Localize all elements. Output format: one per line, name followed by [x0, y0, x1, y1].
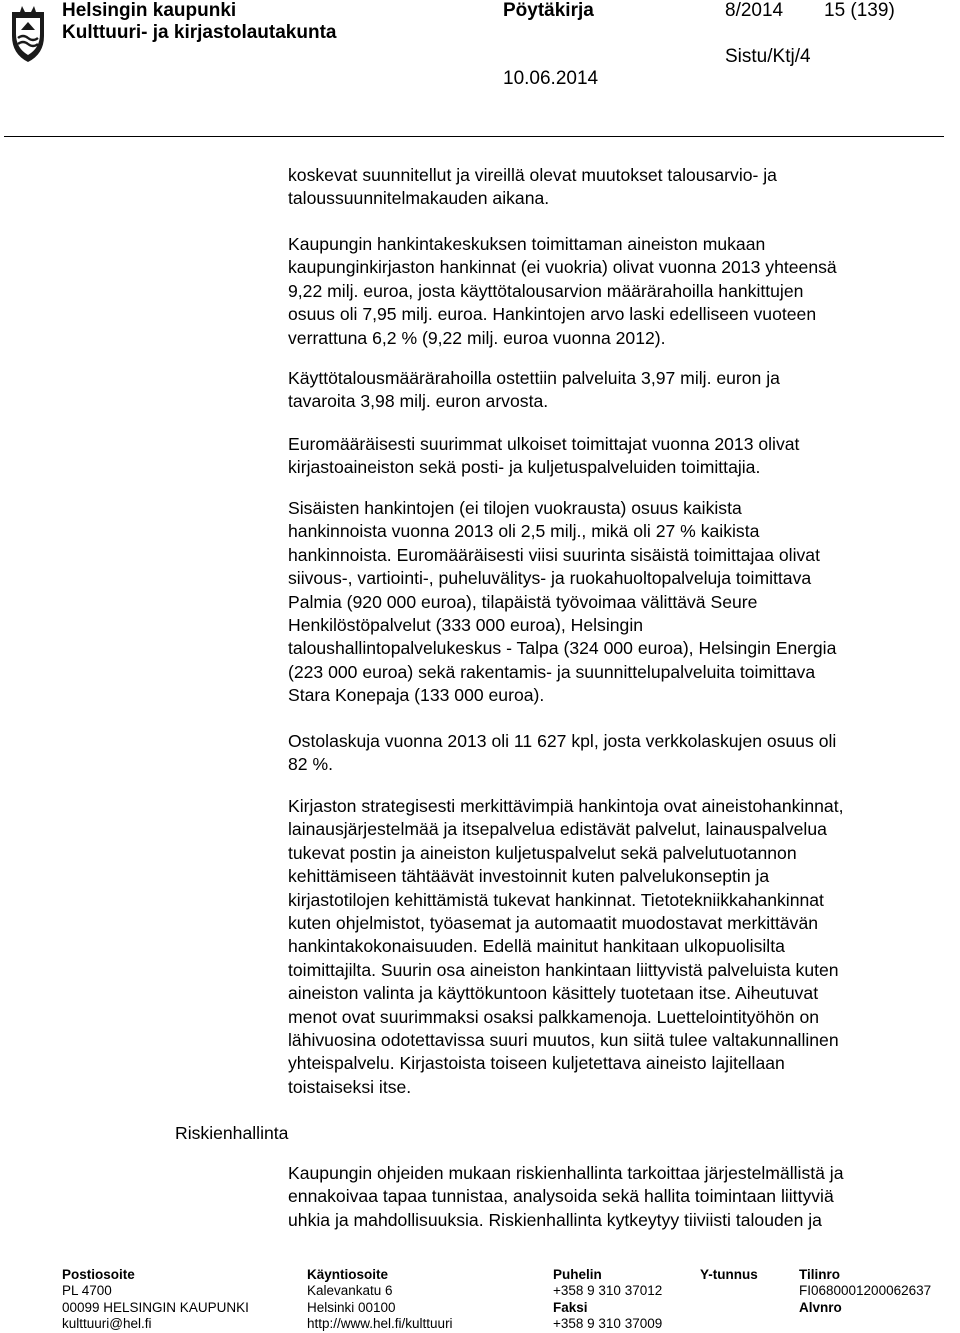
text-line: hankintakokonaisuuden. Edellä mainitut hankitaan ulkopuolisilta: [288, 936, 785, 957]
text-line: taloushallintopalvelukeskus - Talpa (324 000 euroa), Helsingin Energia: [288, 638, 837, 659]
text-line: toistaiseksi itse.: [288, 1076, 412, 1097]
footer-heading: Käyntiosoite: [307, 1267, 389, 1282]
page-number: 15 (139): [824, 0, 895, 21]
text-line: hankinnoista vuonna 2013 oli 2,5 milj., mikä oli 27 % kaikista: [288, 521, 760, 542]
text-line: osuus oli 7,95 milj. euroa. Hankintojen arvo laski edelliseen vuoteen: [288, 304, 817, 325]
paragraph-invoices: [288, 730, 960, 777]
section-label-risk-management: Riskienhallinta: [175, 1123, 289, 1143]
text-line: Palmia (920 000 euroa), tilapäistä työvoimaa välittävä Seure: [288, 591, 758, 612]
footer-heading: Y-tunnus: [700, 1267, 758, 1282]
footer-visiting-address: [307, 1267, 453, 1333]
text-line: koskevat suunnitellut ja vireillä olevat muutokset talousarvio- ja: [288, 165, 777, 185]
footer-phone: [553, 1267, 662, 1333]
footer-heading: Puhelin: [553, 1267, 602, 1282]
text-line: lähivuosina odotettavissa suuri muutos, kun siitä tulee valtakunnallinen: [288, 1030, 839, 1051]
text-line: Sisäisten hankintojen (ei tilojen vuokrausta) osuus kaikista: [288, 498, 742, 518]
text-line: uhkia ja mahdollisuuksia. Riskienhallinta kytkeytyy tiiviisti talouden ja: [288, 1209, 822, 1230]
text-line: ennakoivaa tapaa tunnistaa, analysoida sekä hallita toimintaan liittyviä: [288, 1186, 834, 1207]
header-divider: [4, 136, 944, 137]
footer-value: +358 9 310 37009: [553, 1316, 663, 1332]
text-line: tukevat postin ja aineiston kuljetuspalvelut sekä palvelutuotannon: [288, 842, 797, 863]
text-line: toimittajilta. Suurin osa aineiston hankintaan liittyvistä palveluista kuten: [288, 959, 839, 980]
text-line: aineiston valinta ja käyttökuntoon käsittely tuotetaan itse. Aiheutuvat: [288, 983, 819, 1004]
org-name: Helsingin kaupunki: [62, 0, 237, 21]
footer-heading: Faksi: [553, 1299, 588, 1315]
text-line: 82 %.: [288, 754, 333, 775]
footer-heading: Postiosoite: [62, 1267, 135, 1282]
text-line: kirjastotilojen kehittämistä tukevat hankinnat. Tietotekniikkahankinnat: [288, 889, 824, 910]
text-line: siivous-, vartiointi-, puheluvälitys- ja ruokahuoltopalveluja toimittava: [288, 568, 812, 589]
paragraph-procurement: [288, 233, 960, 350]
paragraph-strategic-procurement: [288, 795, 960, 1099]
text-line: kuten ohjelmistot, työasemat ja automaatit muodostavat merkittävän: [288, 913, 819, 934]
paragraph-operating-funds: [288, 367, 960, 414]
footer-email: kulttuuri@hel.fi: [62, 1316, 152, 1332]
text-line: kehittämiseen tähtäävät investoinnit kuten palvelukonseptin ja: [288, 866, 770, 887]
text-line: yhteispalvelu. Kirjastoista toiseen kuljetettava aineisto lajitellaan: [288, 1053, 785, 1074]
footer-value: 00099 HELSINGIN KAUPUNKI: [62, 1299, 249, 1315]
footer-postal-address: [62, 1267, 249, 1333]
paragraph-intro: [288, 164, 960, 211]
paragraph-risk-management: [288, 1162, 960, 1232]
text-line: (223 000 euroa) sekä rakentamis- ja suunnittelupalveluita toimittava: [288, 661, 816, 682]
footer-account: [799, 1267, 931, 1316]
text-line: tavaroita 3,98 milj. euron arvosta.: [288, 391, 549, 412]
text-line: verrattuna 6,2 % (9,22 milj. euroa vuonna 2012).: [288, 327, 666, 348]
text-line: menot ovat suurimmaksi osaksi palkkamenoja. Luettelointityöhön on: [288, 1006, 820, 1027]
text-line: kaupunginkirjaston hankinnat (ei vuokria) olivat vuonna 2013 yhteensä: [288, 257, 837, 278]
text-line: Kaupungin ohjeiden mukaan riskienhallinta tarkoittaa järjestelmällistä ja: [288, 1163, 844, 1183]
text-line: Kaupungin hankintakeskuksen toimittaman aineiston mukaan: [288, 234, 766, 254]
doc-type: Pöytäkirja: [503, 0, 594, 21]
paragraph-external-suppliers: [288, 433, 960, 480]
text-line: Stara Konepaja (133 000 euroa).: [288, 685, 545, 706]
text-line: Käyttötalousmäärärahoilla ostettiin palveluita 3,97 milj. euron ja: [288, 368, 780, 388]
section-ref: Sistu/Ktj/4: [725, 46, 811, 67]
text-line: Ostolaskuja vuonna 2013 oli 11 627 kpl, josta verkkolaskujen osuus oli: [288, 731, 837, 751]
board-name: Kulttuuri- ja kirjastolautakunta: [62, 22, 337, 43]
text-line: taloussuunnitelmakauden aikana.: [288, 188, 550, 209]
footer-business-id: [700, 1267, 758, 1283]
text-line: Euromääräisesti suurimmat ulkoiset toimittajat vuonna 2013 olivat: [288, 434, 800, 454]
footer-heading: Alvnro: [799, 1299, 842, 1315]
text-line: lainausjärjestelmää ja itsepalvelua edistävät palvelut, lainauspalvelua: [288, 819, 827, 840]
footer-heading: Tilinro: [799, 1267, 841, 1282]
meeting-date: 10.06.2014: [503, 68, 599, 89]
doc-number: 8/2014: [725, 0, 784, 21]
helsinki-crest-icon: [6, 4, 50, 64]
footer-website: http://www.hel.fi/kulttuuri: [307, 1316, 453, 1332]
paragraph-internal-procurement: [288, 497, 960, 708]
footer-value: +358 9 310 37012: [553, 1283, 663, 1299]
text-line: Henkilöstöpalvelut (333 000 euroa), Helsingin: [288, 615, 644, 636]
text-line: kirjastoaineiston sekä posti- ja kuljetuspalveluiden toimittajia.: [288, 457, 761, 478]
footer-value: Kalevankatu 6: [307, 1283, 393, 1299]
text-line: hankinnoista. Euromääräisesti viisi suurinta sisäistä toimittajaa olivat: [288, 544, 820, 565]
footer-value: FI0680001200062637: [799, 1283, 932, 1299]
footer-value: Helsinki 00100: [307, 1299, 396, 1315]
text-line: Kirjaston strategisesti merkittävimpiä hankintoja ovat aineistohankinnat,: [288, 796, 844, 816]
footer-value: PL 4700: [62, 1283, 112, 1299]
text-line: 9,22 milj. euroa, josta käyttötalousarvion määrärahoilla hankittujen: [288, 280, 804, 301]
